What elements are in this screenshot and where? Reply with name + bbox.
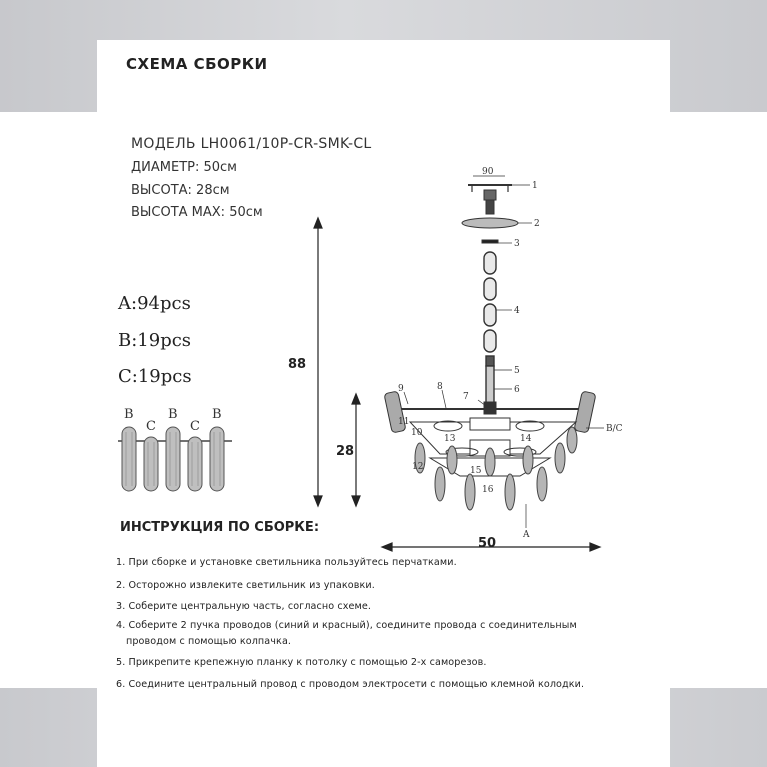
- brand-rest: ОГНЕЙ: [574, 723, 627, 739]
- callout-13: 13: [444, 434, 456, 444]
- dimension-body-height: 28: [336, 444, 355, 459]
- callout-3: 3: [514, 239, 520, 249]
- callout-16: 16: [482, 485, 494, 495]
- pendant-letter: B: [168, 407, 178, 422]
- chain: [484, 252, 496, 404]
- instructions-title: ИНСТРУКЦИЯ ПО СБОРКЕ:: [120, 520, 320, 535]
- callout-11: 11: [398, 417, 410, 427]
- callout-7: 7: [463, 392, 469, 402]
- pendant-letter: C: [146, 419, 156, 434]
- plate-width-label: 90: [482, 167, 494, 177]
- pendant-sample-illustration: [118, 427, 232, 491]
- part-count-c: C:19pcs: [118, 366, 192, 387]
- label-a: A: [523, 530, 530, 540]
- callout-15: 15: [470, 466, 482, 476]
- callout-6: 6: [514, 385, 520, 395]
- part-count-a: A:94pcs: [118, 293, 191, 314]
- spec-height-max: ВЫСОТА МАХ: 50см: [131, 205, 263, 220]
- callout-leaders: [404, 185, 604, 528]
- brand-bold: СЕМЬ: [528, 723, 575, 739]
- instruction-step: 5. Прикрепите крепежную планку к потолку с помощью 2-х саморезов.: [116, 657, 487, 668]
- callout-4: 4: [514, 306, 520, 316]
- model-name: МОДЕЛЬ LH0061/10P-CR-SMK-CL: [131, 136, 372, 152]
- callout-14: 14: [520, 434, 532, 444]
- pendant-letter: B: [124, 407, 134, 422]
- callout-12: 12: [412, 462, 424, 472]
- callout-9: 9: [398, 384, 404, 394]
- dimension-total-height: 88: [288, 357, 307, 372]
- pendant-letter: B: [212, 407, 222, 422]
- callout-10: 10: [411, 428, 423, 438]
- dimension-lines: [314, 218, 600, 551]
- ceiling-mount: [462, 167, 518, 243]
- spec-diameter: ДИАМЕТР: 50см: [131, 160, 237, 175]
- instruction-step: 3. Соберите центральную часть, согласно схеме.: [116, 601, 372, 612]
- callout-2: 2: [534, 219, 540, 229]
- pendant-letter: C: [190, 419, 200, 434]
- instruction-step: 4. Соберите 2 пучка проводов (синий и красный), соедините провода с соединительным: [116, 620, 577, 631]
- brand-logo: [528, 723, 626, 739]
- callout-5: 5: [514, 366, 520, 376]
- instruction-step: 6. Соедините центральный провод с проводом электросети с помощью клемной колодки.: [116, 679, 585, 690]
- instruction-step: 1. При сборке и установке светильника пользуйтесь перчатками.: [116, 557, 457, 568]
- label-bc: B/C: [606, 424, 623, 434]
- instruction-step: проводом с помощью колпачка.: [126, 636, 292, 647]
- instruction-step: 2. Осторожно извлеките светильник из упаковки.: [116, 580, 375, 591]
- spec-height: ВЫСОТА: 28см: [131, 183, 230, 198]
- page-title: СХЕМА СБОРКИ: [126, 55, 268, 73]
- crystal-pendants: [415, 427, 577, 510]
- callout-8: 8: [437, 382, 443, 392]
- part-count-b: B:19pcs: [118, 330, 192, 351]
- callout-1: 1: [532, 181, 538, 191]
- dimension-width: 50: [478, 536, 497, 551]
